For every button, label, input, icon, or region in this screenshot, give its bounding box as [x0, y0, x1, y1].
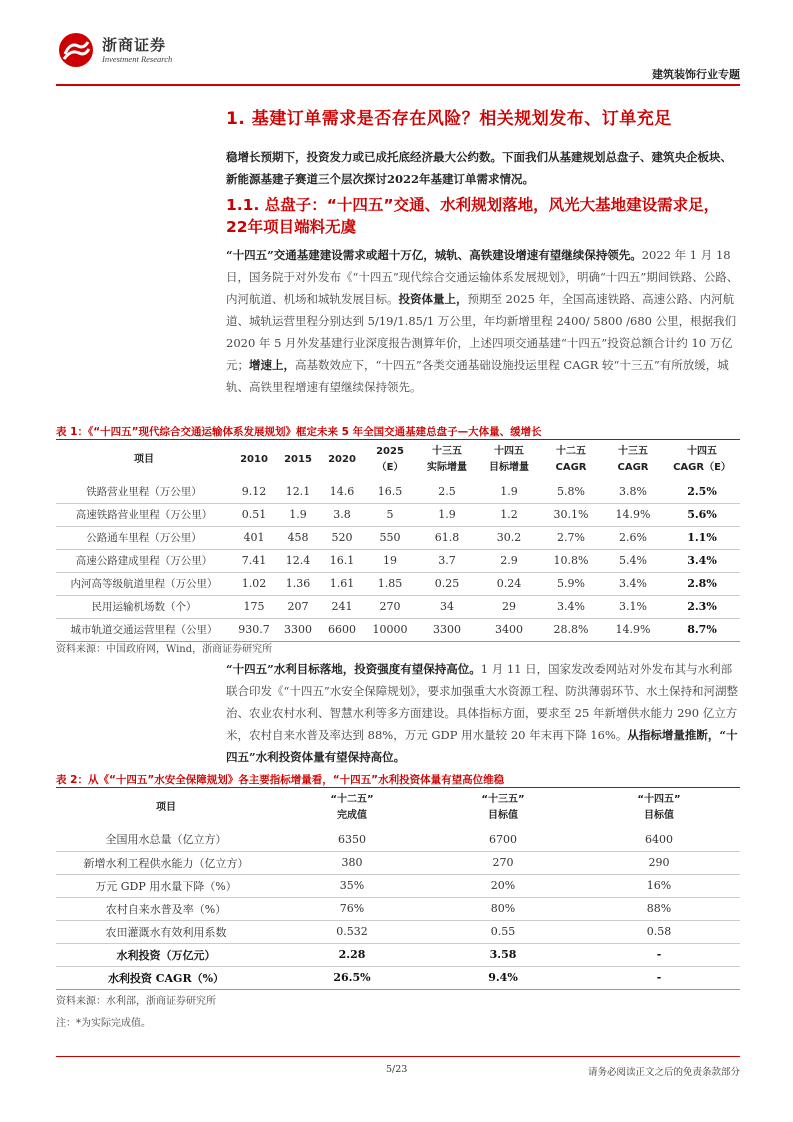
- column-header: 项目: [134, 454, 154, 465]
- water-text-a: 1 月 11 日，国家发改委网站对外发布其与水利部联合印发《“十四五”水安全保障规划》，要求加强重大水资源工程、防洪薄弱环节、水土保持和河湖整治、农业农村水利、智慧水利等多方面建设。具体指标方面，要求至 25 年新增供水能力 290 亿立方米，农村自来水普及率达到 88%，万元 GDP 用水量较 20 年末再下降 16%。: [226, 662, 739, 742]
- transport-text-a: 2022 年 1 月 18 日，国务院于对外发布《“十四五”现代综合交通运输体系发展规划》，明确“十四五”期间铁路、公路、内河航道、机场和城轨发展目标。: [226, 248, 739, 306]
- table-row: [56, 897, 740, 920]
- table-cell: 2.28: [276, 943, 428, 966]
- water-lead: “十四五”水利目标落地，投资强度有望保持高位。: [226, 662, 481, 676]
- table-cell: 5.4%: [602, 549, 664, 572]
- column-header: 项目: [156, 802, 176, 813]
- column-header: “十四五” 目标值: [637, 794, 681, 821]
- table-cell: 1.2: [478, 503, 540, 526]
- table-cell: 290: [578, 851, 740, 874]
- table-cell: 458: [276, 526, 320, 549]
- table-cell: 0.25: [416, 572, 478, 595]
- column-header: 十三五 CAGR: [617, 446, 649, 473]
- table-cell: 10.8%: [540, 549, 602, 572]
- column-header: 2015: [284, 454, 312, 465]
- table-row: [56, 595, 740, 618]
- table-cell: 2.7%: [540, 526, 602, 549]
- table-cell: 380: [276, 851, 428, 874]
- row-label: 新增水利工程供水能力（亿立方）: [56, 851, 276, 874]
- row-label: 全国用水总量（亿立方）: [56, 828, 276, 851]
- table-cell: 61.8: [416, 526, 478, 549]
- table-cell: 2.3%: [664, 595, 740, 618]
- table-cell: 7.41: [232, 549, 276, 572]
- table-cell: 930.7: [232, 618, 276, 641]
- table-row: [56, 828, 740, 851]
- table-cell: 3.1%: [602, 595, 664, 618]
- row-label: 民用运输机场数（个）: [56, 595, 232, 618]
- table-cell: 6600: [320, 618, 364, 641]
- table-cell: 20%: [428, 874, 578, 897]
- table-1-source: 资料来源：中国政府网，Wind，浙商证券研究所: [56, 644, 273, 655]
- table-cell: 12.4: [276, 549, 320, 572]
- table-cell: 14.6: [320, 480, 364, 503]
- brokerage-logo-icon: [58, 32, 94, 68]
- table-cell: 88%: [578, 897, 740, 920]
- table-row: [56, 480, 740, 503]
- transport-lead: “十四五”交通基建建设需求或超十万亿，城轨、高铁建设增速有望继续保持领先。: [226, 248, 642, 262]
- table-cell: 2.8%: [664, 572, 740, 595]
- table-cell: 80%: [428, 897, 578, 920]
- table-cell: 3.8: [320, 503, 364, 526]
- table-cell: 3.4%: [602, 572, 664, 595]
- table-cell: 401: [232, 526, 276, 549]
- footer-divider: [56, 1056, 740, 1057]
- report-section-title: 建筑装饰行业专题: [652, 68, 740, 81]
- table-cell: 9.12: [232, 480, 276, 503]
- table-cell: 34: [416, 595, 478, 618]
- table-cell: 3300: [276, 618, 320, 641]
- table-cell: 1.9: [478, 480, 540, 503]
- table-cell: 6700: [428, 828, 578, 851]
- transport-text-c: 预期至 2025 年，全国高速铁路、高速公路、内河航道、城轨运营里程分别达到 5/19/1.85/1 万公里，年均新增里程 2400/ 5800 /680 公里，根据我们 2020 年 5 月外发基建行业深度报告测算年价，上述四项交通基建“十四五”投资总额合计约 10 万亿元；: [226, 292, 737, 372]
- section-1-heading: 1. 基建订单需求是否存在风险？相关规划发布、订单充足: [226, 109, 672, 129]
- table-cell: 5.9%: [540, 572, 602, 595]
- logo-text-en: Investment Research: [102, 54, 173, 64]
- table-cell: 9.4%: [428, 966, 578, 989]
- table-row: [56, 966, 740, 989]
- table-cell: 2.9: [478, 549, 540, 572]
- table-cell: 1.9: [276, 503, 320, 526]
- table-cell: 1.85: [364, 572, 416, 595]
- transport-growth-label: 增速上，: [249, 358, 295, 372]
- table-row: [56, 851, 740, 874]
- water-targets-table: [56, 788, 740, 990]
- table-cell: 270: [428, 851, 578, 874]
- row-label: 铁路营业里程（万公里）: [56, 480, 232, 503]
- column-header: 2020: [328, 454, 356, 465]
- table-cell: 26.5%: [276, 966, 428, 989]
- table-cell: 30.2: [478, 526, 540, 549]
- table-cell: 241: [320, 595, 364, 618]
- table-row: [56, 920, 740, 943]
- table-cell: 550: [364, 526, 416, 549]
- table-cell: 5.6%: [664, 503, 740, 526]
- header-divider: [56, 84, 740, 86]
- water-conclusion: 从指标增量推断，“十四五”水利投资体量有望保持高位。: [226, 728, 738, 764]
- column-header: “十二五” 完成值: [330, 794, 374, 821]
- table-cell: 16.5: [364, 480, 416, 503]
- table-cell: 3.58: [428, 943, 578, 966]
- column-header: “十三五” 目标值: [481, 794, 525, 821]
- table-cell: 3.4%: [664, 549, 740, 572]
- page-header: [56, 30, 740, 86]
- transport-text-e: 高基数效应下，“十四五”各类交通基础设施投运里程 CAGR 较“十三五”有所放缓，城轨、高铁里程增速有望继续保持领先。: [226, 358, 729, 394]
- table-cell: 1.61: [320, 572, 364, 595]
- table-cell: 0.532: [276, 920, 428, 943]
- table-cell: 28.8%: [540, 618, 602, 641]
- page-number: 5/23: [386, 1064, 408, 1075]
- table-cell: 0.51: [232, 503, 276, 526]
- table-cell: 1.9: [416, 503, 478, 526]
- table-cell: 10000: [364, 618, 416, 641]
- table-cell: -: [578, 966, 740, 989]
- table-cell: 29: [478, 595, 540, 618]
- column-header: 十二五 CAGR: [555, 446, 587, 473]
- row-label: 内河高等级航道里程（万公里）: [56, 572, 232, 595]
- table-cell: 76%: [276, 897, 428, 920]
- table-cell: 1.1%: [664, 526, 740, 549]
- row-label: 高速公路建成里程（万公里）: [56, 549, 232, 572]
- disclaimer-text: 请务必阅读正文之后的免责条款部分: [587, 1067, 740, 1078]
- table-2-source: 资料来源：水利部，浙商证券研究所: [56, 996, 216, 1007]
- transport-volume-label: 投资体量上，: [398, 292, 468, 306]
- table-header-row: [56, 788, 740, 828]
- table-cell: 19: [364, 549, 416, 572]
- table-cell: 6350: [276, 828, 428, 851]
- table-1-title: 表 1：《“十四五”现代综合交通运输体系发展规划》框定未来 5 年全国交通基建总盘子—大体量、缓增长: [56, 426, 542, 438]
- column-header: 十三五 实际增量: [427, 446, 467, 473]
- table-cell: 1.36: [276, 572, 320, 595]
- table-row: [56, 874, 740, 897]
- table-cell: 3.8%: [602, 480, 664, 503]
- table-cell: 8.7%: [664, 618, 740, 641]
- column-header: 十四五 CAGR（E）: [673, 446, 731, 473]
- row-label: 农田灌溉水有效利用系数: [56, 920, 276, 943]
- logo-text-cn: 浙商证券: [102, 36, 167, 54]
- table-2-note: 注：*为实际完成值。: [56, 1018, 151, 1029]
- table-cell: 270: [364, 595, 416, 618]
- table-cell: 14.9%: [602, 618, 664, 641]
- table-cell: 3.7: [416, 549, 478, 572]
- table-row: [56, 618, 740, 641]
- transport-targets-table: [56, 440, 740, 642]
- table-cell: 3300: [416, 618, 478, 641]
- table-cell: 16.1: [320, 549, 364, 572]
- table-row: [56, 572, 740, 595]
- table-cell: 6400: [578, 828, 740, 851]
- row-label: 万元 GDP 用水量下降（%）: [56, 874, 276, 897]
- water-paragraph: [226, 658, 740, 768]
- row-label: 城市轨道交通运营里程（公里）: [56, 618, 232, 641]
- table-cell: 0.24: [478, 572, 540, 595]
- section-1-1-heading: 1.1. 总盘子：“十四五”交通、水利规划落地，风光大基地建设需求足，22年项目端料无虞: [226, 196, 720, 236]
- table-cell: 0.58: [578, 920, 740, 943]
- table-cell: 12.1: [276, 480, 320, 503]
- row-label: 水利投资（万亿元）: [56, 943, 276, 966]
- table-cell: 30.1%: [540, 503, 602, 526]
- table-cell: 1.02: [232, 572, 276, 595]
- column-header: 十四五 目标增量: [489, 446, 529, 473]
- column-header: 2010: [240, 454, 268, 465]
- table-row: [56, 943, 740, 966]
- row-label: 公路通车里程（万公里）: [56, 526, 232, 549]
- row-label: 高速铁路营业里程（万公里）: [56, 503, 232, 526]
- column-header: 2025 （E）: [376, 446, 404, 473]
- table-cell: 2.5%: [664, 480, 740, 503]
- table-cell: 2.6%: [602, 526, 664, 549]
- table-cell: -: [578, 943, 740, 966]
- table-cell: 35%: [276, 874, 428, 897]
- transport-paragraph: [226, 244, 740, 398]
- table-cell: 16%: [578, 874, 740, 897]
- table-cell: 2.5: [416, 480, 478, 503]
- table-row: [56, 526, 740, 549]
- table-cell: 14.9%: [602, 503, 664, 526]
- table-cell: 520: [320, 526, 364, 549]
- table-cell: 3.4%: [540, 595, 602, 618]
- table-row: [56, 503, 740, 526]
- row-label: 农村自来水普及率（%）: [56, 897, 276, 920]
- table-cell: 5: [364, 503, 416, 526]
- section-1-intro: 稳增长预期下，投资发力或已成托底经济最大公约数。下面我们从基建规划总盘子、建筑央企板块、新能源基建子赛道三个层次探讨2022年基建订单需求情况。: [226, 150, 732, 186]
- table-header-row: [56, 440, 740, 480]
- table-row: [56, 549, 740, 572]
- table-cell: 207: [276, 595, 320, 618]
- table-2-title: 表 2：从《“十四五”水安全保障规划》各主要指标增量看，“十四五”水利投资体量有望高位维稳: [56, 774, 505, 786]
- table-cell: 3400: [478, 618, 540, 641]
- row-label: 水利投资 CAGR（%）: [56, 966, 276, 989]
- table-cell: 175: [232, 595, 276, 618]
- table-cell: 0.55: [428, 920, 578, 943]
- table-cell: 5.8%: [540, 480, 602, 503]
